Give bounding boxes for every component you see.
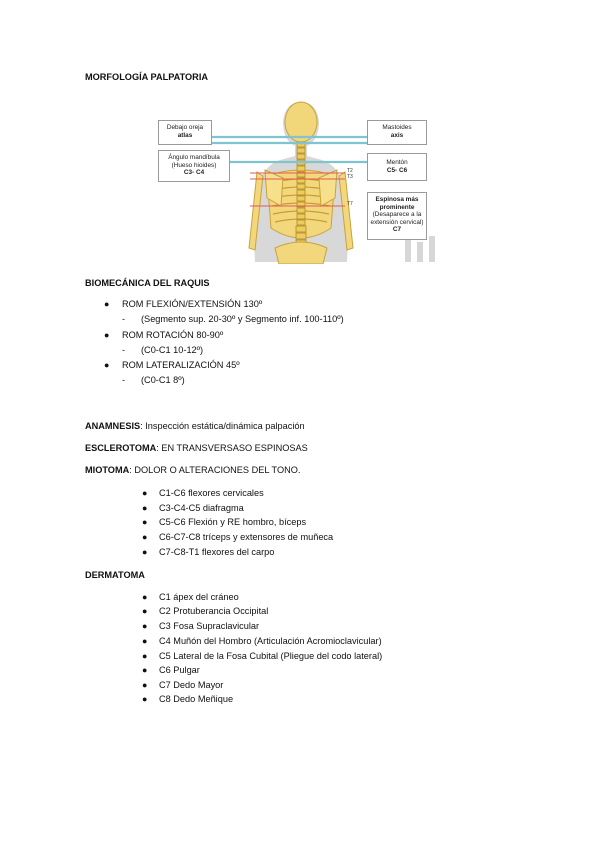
dash-marker: - [122,375,126,385]
rom-lateralizacion-sub: (C0-C1 8º) [141,375,185,385]
label-axis [367,120,427,145]
dermatoma-item: C8 Dedo Meñique [159,694,234,704]
label-c3c4-line2: (Hueso hioides) [171,161,217,169]
dermatoma-item: C1 ápex del cráneo [159,592,239,602]
bullet-dot: ● [104,360,110,370]
bullet-dot: ● [142,680,148,690]
miotoma-item: C7-C8-T1 flexores del carpo [159,547,275,557]
bullet-dot: ● [142,532,148,542]
vertebra-mark-t3: T3 [347,174,353,180]
anamnesis-label: ANAMNESIS [85,421,141,431]
label-atlas-line2: atlas [177,131,193,139]
miotoma-item: C3-C4-C5 diafragma [159,503,244,513]
dermatoma-item: C3 Fosa Supraclavicular [159,621,260,631]
label-axis-line1: Mastoides [382,124,412,131]
esclerotoma-line [85,442,308,454]
dash-marker: - [122,345,126,355]
label-c7-line5: C7 [392,226,402,234]
bullet-dot: ● [142,592,148,602]
dermatoma-item: C7 Dedo Mayor [159,680,224,690]
label-axis-line2: axis [390,131,404,139]
label-c7-line3: (Desaparece a la [372,211,422,219]
bullet-dot: ● [142,665,148,675]
bullet-dot: ● [142,651,148,661]
miotoma-text: : DOLOR O ALTERACIONES DEL TONO. [129,465,301,475]
esclerotoma-text: : EN TRANSVERSASO ESPINOSAS [156,443,308,453]
miotoma-line [85,464,300,476]
label-c5c6-line1: Mentón [386,159,408,166]
bullet-dot: ● [142,547,148,557]
bullet-dot: ● [142,606,148,616]
label-c7-line1: Espinosa más [375,196,419,203]
vertebra-mark-t2: T2 [347,168,353,174]
label-c5c6-line2: C5- C6 [386,166,408,174]
label-c7 [367,192,427,240]
dermatoma-item: C5 Lateral de la Fosa Cubital (Pliegue del codo lateral) [159,651,383,661]
vertebra-mark-t7: T7 [347,201,353,207]
bullet-dot: ● [104,330,110,340]
label-c3-c4 [158,150,230,182]
rom-rotacion-sub: (C0-C1 10-12º) [141,345,204,355]
biomecanica-heading: BIOMECÁNICA DEL RAQUIS [85,278,210,288]
miotoma-label: MIOTOMA [85,465,130,475]
anamnesis-line [85,420,305,432]
label-c7-line4: extensión cervical) [370,218,424,226]
spine-anatomy-figure [155,98,445,264]
label-atlas [158,120,212,145]
page-title: MORFOLOGÍA PALPATORIA [85,72,209,82]
miotoma-item: C5-C6 Flexión y RE hombro, bíceps [159,517,307,527]
bullet-dot: ● [142,503,148,513]
label-c5-c6 [367,153,427,181]
bullet-dot: ● [142,636,148,646]
rom-lateralizacion: ROM LATERALIZACIÓN 45º [122,360,240,370]
dash-marker: - [122,314,126,324]
rom-flexion-sub: (Segmento sup. 20-30º y Segmento inf. 100-110º) [141,314,344,324]
rom-rotacion: ROM ROTACIÓN 80-90º [122,330,224,340]
anamnesis-text: : Inspección estática/dinámica palpación [140,421,305,431]
dermatoma-item: C4 Muñón del Hombro (Articulación Acromioclavicular) [159,636,382,646]
bullet-dot: ● [142,694,148,704]
dermatoma-item: C6 Pulgar [159,665,200,675]
miotoma-item: C1-C6 flexores cervicales [159,488,264,498]
miotoma-item: C6-C7-C8 tríceps y extensores de muñeca [159,532,334,542]
esclerotoma-label: ESCLEROTOMA [85,443,157,453]
label-atlas-line1: Debajo oreja [166,124,204,131]
label-c3c4-line3: C3- C4 [183,169,205,177]
rom-flexion: ROM FLEXIÓN/EXTENSIÓN 130º [122,299,263,309]
dermatoma-item: C2 Protuberancia Occipital [159,606,269,616]
label-c7-line2: prominente [379,203,415,211]
bullet-dot: ● [104,299,110,309]
bullet-dot: ● [142,488,148,498]
bullet-dot: ● [142,517,148,527]
bullet-dot: ● [142,621,148,631]
label-c3c4-line1: Ángulo mandíbula [168,154,220,161]
dermatoma-heading: DERMATOMA [85,570,145,580]
